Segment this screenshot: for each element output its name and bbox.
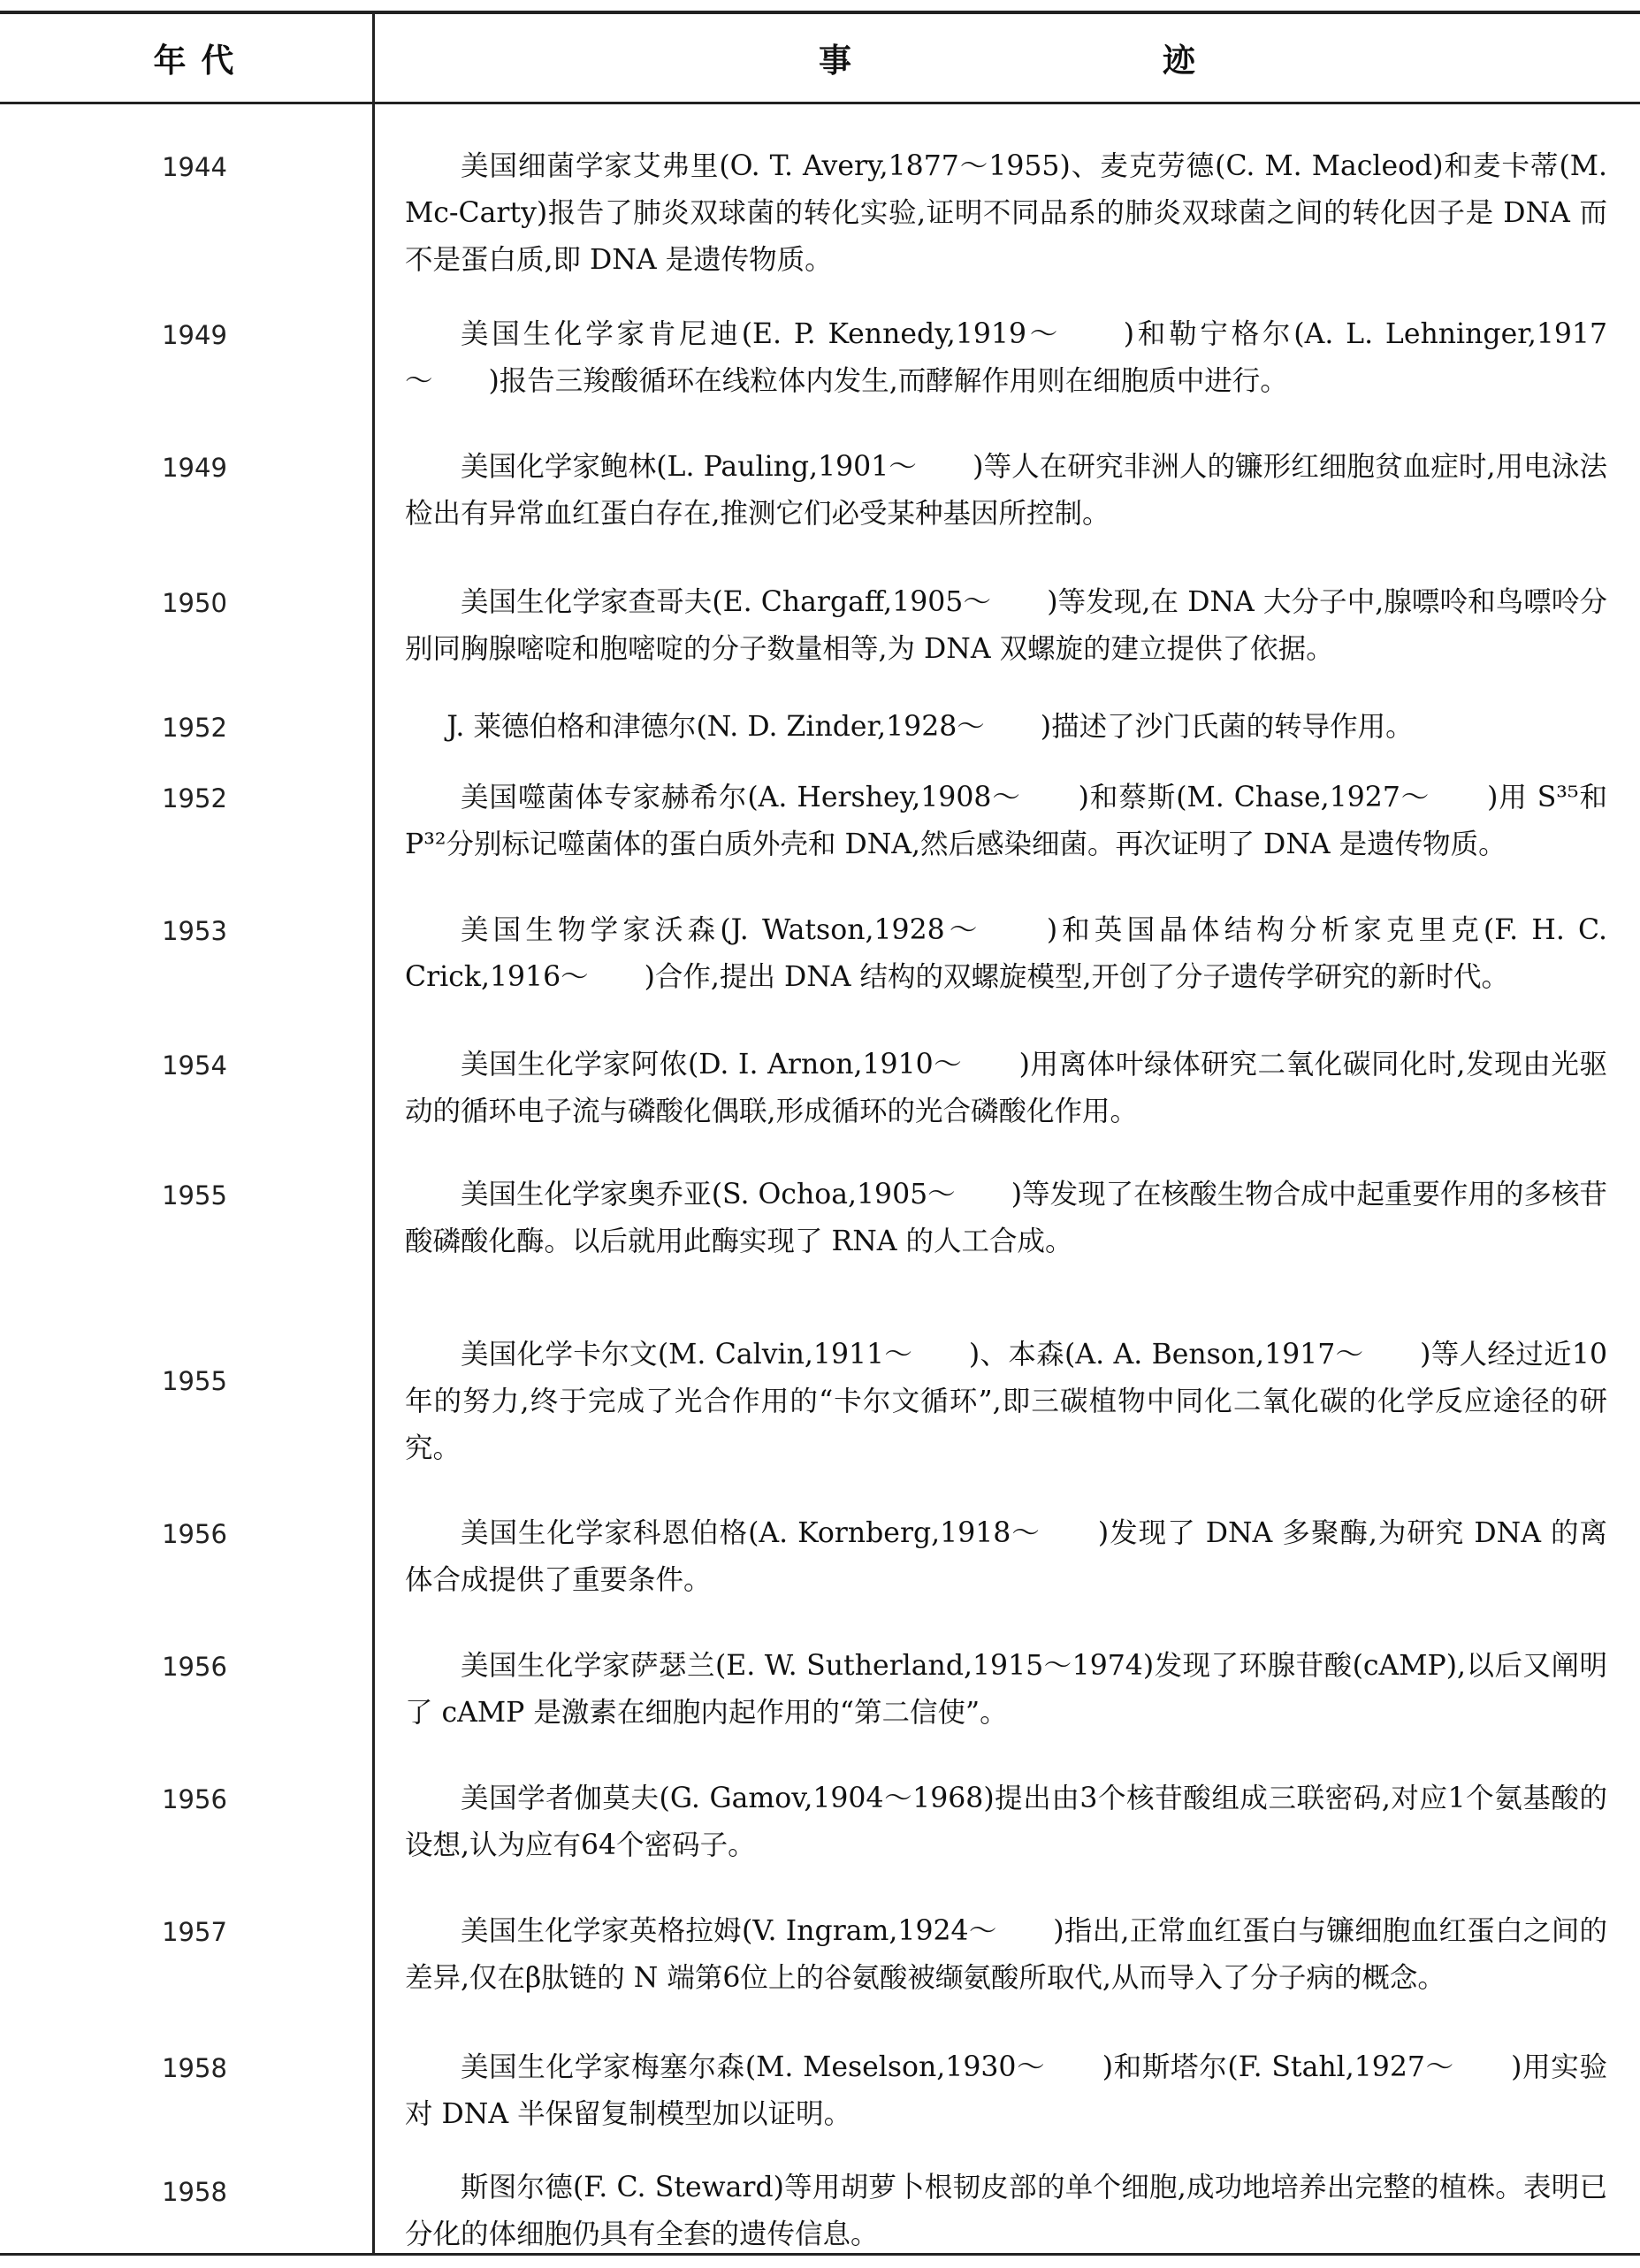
row-event: 美国生化学家英格拉姆(V. Ingram,1924～ )指出,正常血红蛋白与镰细胞血红蛋白之间的差异,仅在β肽链的 N 端第6位上的谷氨酸被缬氨酸所取代,从而导入了分子病的概念。 xyxy=(405,1915,1607,1994)
header-events-right: 迹 xyxy=(1163,41,1197,80)
row-year: 1954 xyxy=(162,1050,227,1081)
row-year: 1955 xyxy=(162,1180,227,1210)
row-event: 美国生化学家梅塞尔森(M. Meselson,1930～ )和斯塔尔(F. Stahl,1927～ )用实验对 DNA 半保留复制模型加以证明。 xyxy=(405,2051,1607,2130)
row-year: 1950 xyxy=(162,588,227,618)
table-header-rule xyxy=(0,102,1640,104)
row-event: 美国化学卡尔文(M. Calvin,1911～ )、本森(A. A. Benson,1917～ )等人经过近10年的努力,终于完成了光合作用的“卡尔文循环”,即三碳植物中同化二氧化碳的化学反应途径的研究。 xyxy=(405,1339,1607,1464)
header-events xyxy=(619,34,1397,81)
table-top-rule xyxy=(0,11,1640,14)
row-event: 美国学者伽莫夫(G. Gamov,1904～1968)提出由3个核苷酸组成三联密码,对应1个氨基酸的设想,认为应有64个密码子。 xyxy=(405,1783,1607,1861)
row-event: J. 莱德伯格和津德尔(N. D. Zinder,1928～ )描述了沙门氏菌的转导作用。 xyxy=(446,711,1414,743)
column-divider xyxy=(372,11,375,2256)
row-event: 美国化学家鲍林(L. Pauling,1901～ )等人在研究非洲人的镰形红细胞贫血症时,用电泳法检出有异常血红蛋白存在,推测它们必受某种基因所控制。 xyxy=(405,451,1607,530)
row-year: 1957 xyxy=(162,1917,227,1947)
row-year: 1956 xyxy=(162,1652,227,1682)
row-event: 美国生化学家科恩伯格(A. Kornberg,1918～ )发现了 DNA 多聚酶,为研究 DNA 的离体合成提供了重要条件。 xyxy=(405,1517,1607,1596)
row-year: 1958 xyxy=(162,2053,227,2083)
row-event: 斯图尔德(F. C. Steward)等用胡萝卜根韧皮部的单个细胞,成功地培养出完整的植株。表明已分化的体细胞仍具有全套的遗传信息。 xyxy=(405,2172,1607,2250)
row-event: 美国生化学家萨瑟兰(E. W. Sutherland,1915～1974)发现了环腺苷酸(cAMP),以后又阐明了 cAMP 是激素在细胞内起作用的“第二信使”。 xyxy=(405,1650,1607,1729)
row-event: 美国生化学家查哥夫(E. Chargaff,1905～ )等发现,在 DNA 大分子中,腺嘌呤和鸟嘌呤分别同胸腺嘧啶和胞嘧啶的分子数量相等,为 DNA 双螺旋的建立提供了依据。 xyxy=(405,586,1607,665)
header-year: 年 代 xyxy=(153,41,236,80)
row-year: 1955 xyxy=(162,1366,227,1396)
row-year: 1952 xyxy=(162,713,227,743)
row-event: 美国生化学家奥乔亚(S. Ochoa,1905～ )等发现了在核酸生物合成中起重要作用的多核苷酸磷酸化酶。以后就用此酶实现了 RNA 的人工合成。 xyxy=(405,1179,1607,1257)
row-year: 1949 xyxy=(162,320,227,350)
row-event: 美国细菌学家艾弗里(O. T. Avery,1877～1955)、麦克劳德(C. M. Macleod)和麦卡蒂(M. Mc-Carty)报告了肺炎双球菌的转化实验,证明不同品系的肺炎双球菌之间的转化因子是 DNA 而不是蛋白质,即 DNA 是遗传物质。 xyxy=(405,150,1607,276)
row-year: 1953 xyxy=(162,916,227,946)
row-year: 1944 xyxy=(162,152,227,182)
row-event: 美国生化学家阿侬(D. I. Arnon,1910～ )用离体叶绿体研究二氧化碳同化时,发现由光驱动的循环电子流与磷酸化偶联,形成循环的光合磷酸化作用。 xyxy=(405,1049,1607,1127)
row-year: 1952 xyxy=(162,783,227,813)
row-year: 1956 xyxy=(162,1519,227,1549)
header-events-left: 事 xyxy=(819,41,853,80)
row-event: 美国生化学家肯尼迪(E. P. Kennedy,1919～ )和勒宁格尔(A. L. Lehninger,1917～ )报告三羧酸循环在线粒体内发生,而酵解作用则在细胞质中进行。 xyxy=(405,318,1607,397)
row-year: 1958 xyxy=(162,2177,227,2207)
row-event: 美国噬菌体专家赫希尔(A. Hershey,1908～ )和蔡斯(M. Chase,1927～ )用 S³⁵和 P³²分别标记噬菌体的蛋白质外壳和 DNA,然后感染细菌。再次证明了 DNA 是遗传物质。 xyxy=(405,782,1607,860)
row-year: 1949 xyxy=(162,453,227,483)
row-year: 1956 xyxy=(162,1784,227,1814)
row-event: 美国生物学家沃森(J. Watson,1928～ )和英国晶体结构分析家克里克(F. H. C. Crick,1916～ )合作,提出 DNA 结构的双螺旋模型,开创了分子遗传学研究的新时代。 xyxy=(405,914,1607,993)
